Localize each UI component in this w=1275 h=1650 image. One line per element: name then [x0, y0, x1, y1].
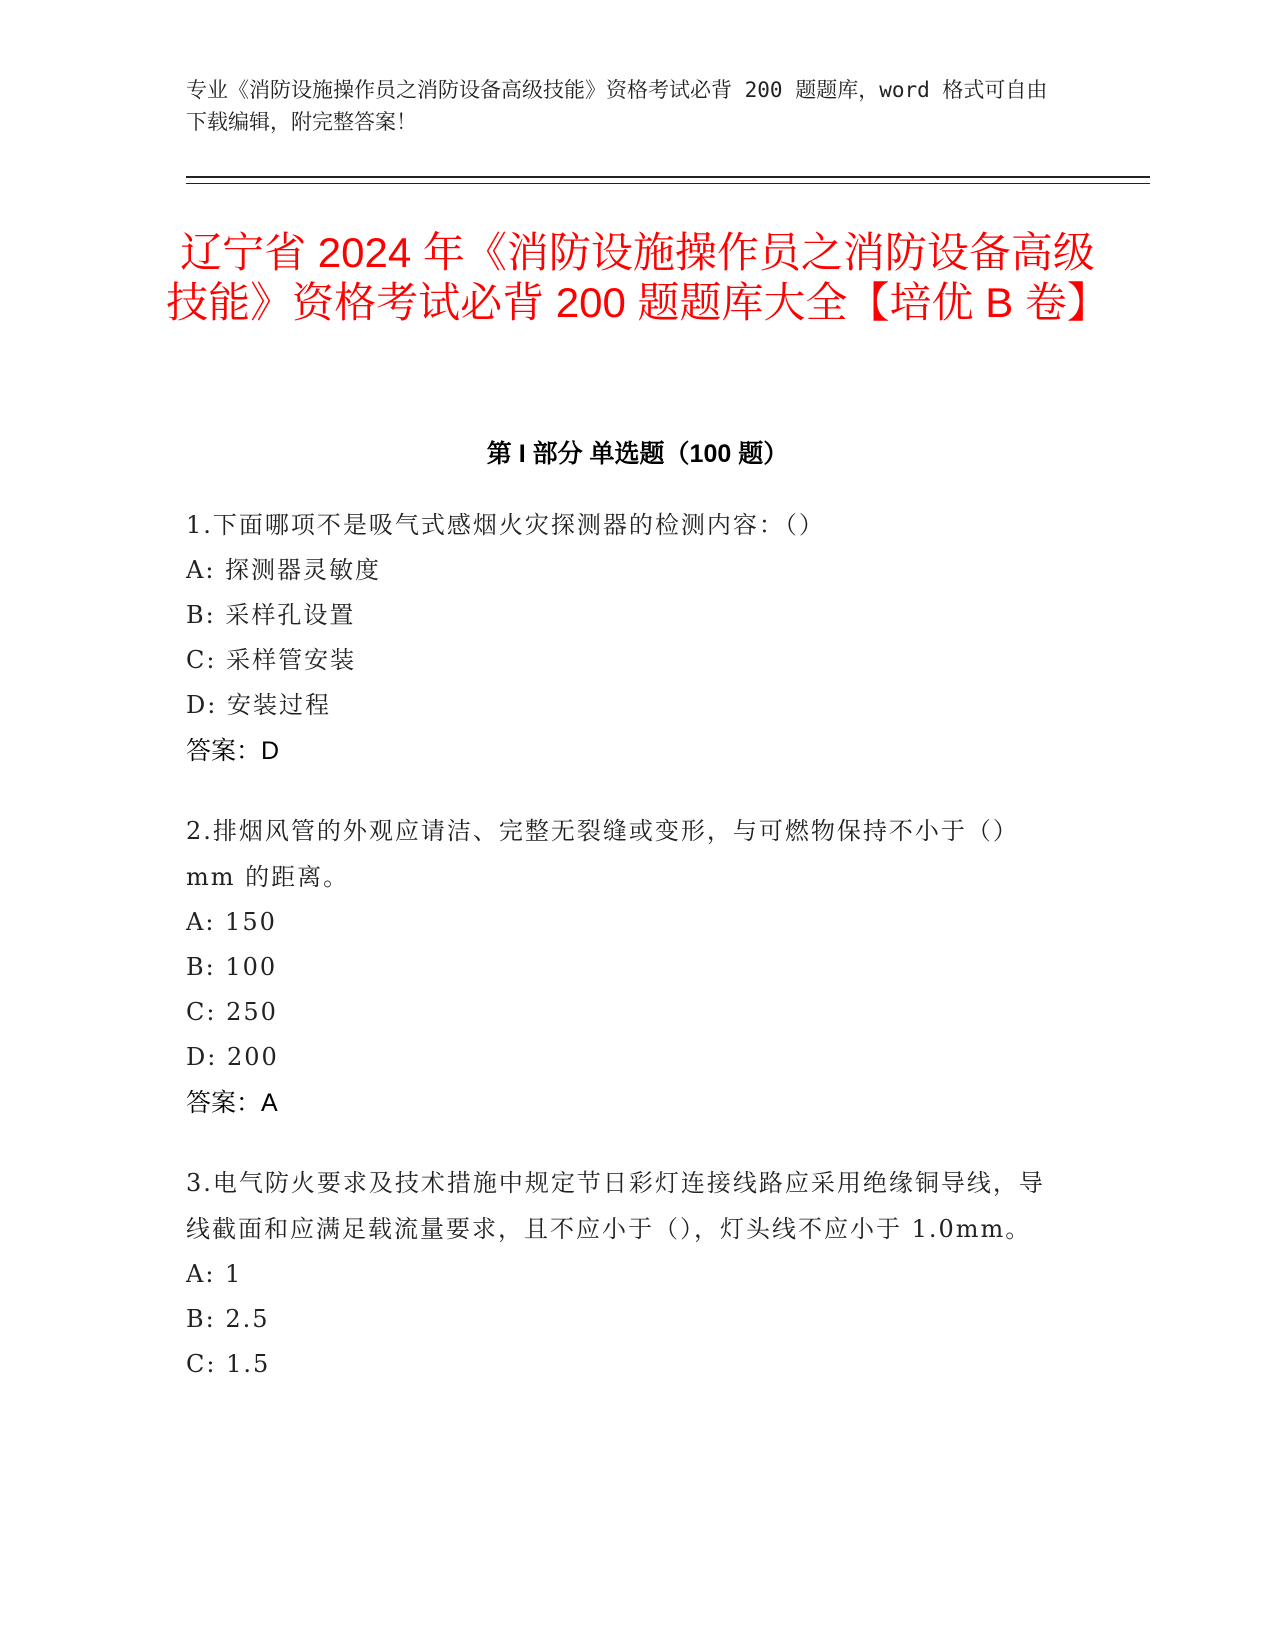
option-d: D: 安装过程 [186, 691, 331, 719]
header-divider-thick [186, 176, 1150, 178]
question-stem: 1.下面哪项不是吸气式感烟火灾探测器的检测内容：（） [186, 511, 825, 539]
answer-label: 答案： [186, 1089, 262, 1117]
option-c: C: 采样管安装 [186, 646, 357, 674]
option-c: C: 250 [186, 998, 278, 1026]
option-d: D: 200 [186, 1043, 279, 1071]
option-b: B: 100 [186, 953, 278, 981]
question-stem: 2.排烟风管的外观应请洁、完整无裂缝或变形，与可燃物保持不小于（）mm 的距离。 [186, 817, 1019, 891]
option-c: C: 1.5 [186, 1350, 271, 1378]
document-title: 辽宁省 2024 年《消防设施操作员之消防设备高级技能》资格考试必背 200 题题库大全【培优 B 卷】 [166, 229, 1109, 326]
answer-value: A [261, 1089, 278, 1117]
section-title: 第 I 部分 单选题（100 题） [486, 440, 789, 468]
header-note: 专业《消防设施操作员之消防设备高级技能》资格考试必背 200 题题库，word 格式可自由下载编辑，附完整答案！ [186, 78, 1048, 134]
option-b: B: 2.5 [186, 1305, 270, 1333]
answer-line [186, 728, 1066, 774]
question-1 [186, 502, 1066, 774]
option-b: B: 采样孔设置 [186, 601, 356, 629]
option-a: A: 150 [186, 908, 277, 936]
answer-line [186, 1080, 1066, 1126]
question-stem: 3.电气防火要求及技术措施中规定节日彩灯连接线路应采用绝缘铜导线，导线截面和应满足载流量要求，且不应小于（），灯头线不应小于 1.0mm。 [186, 1169, 1045, 1243]
option-a: A: 1 [186, 1260, 243, 1288]
question-2 [186, 808, 1066, 1126]
question-3 [186, 1160, 1066, 1387]
header-divider-thin [186, 183, 1150, 184]
answer-value: D [261, 737, 280, 765]
option-a: A: 探测器灵敏度 [186, 556, 382, 584]
answer-label: 答案： [186, 737, 262, 765]
